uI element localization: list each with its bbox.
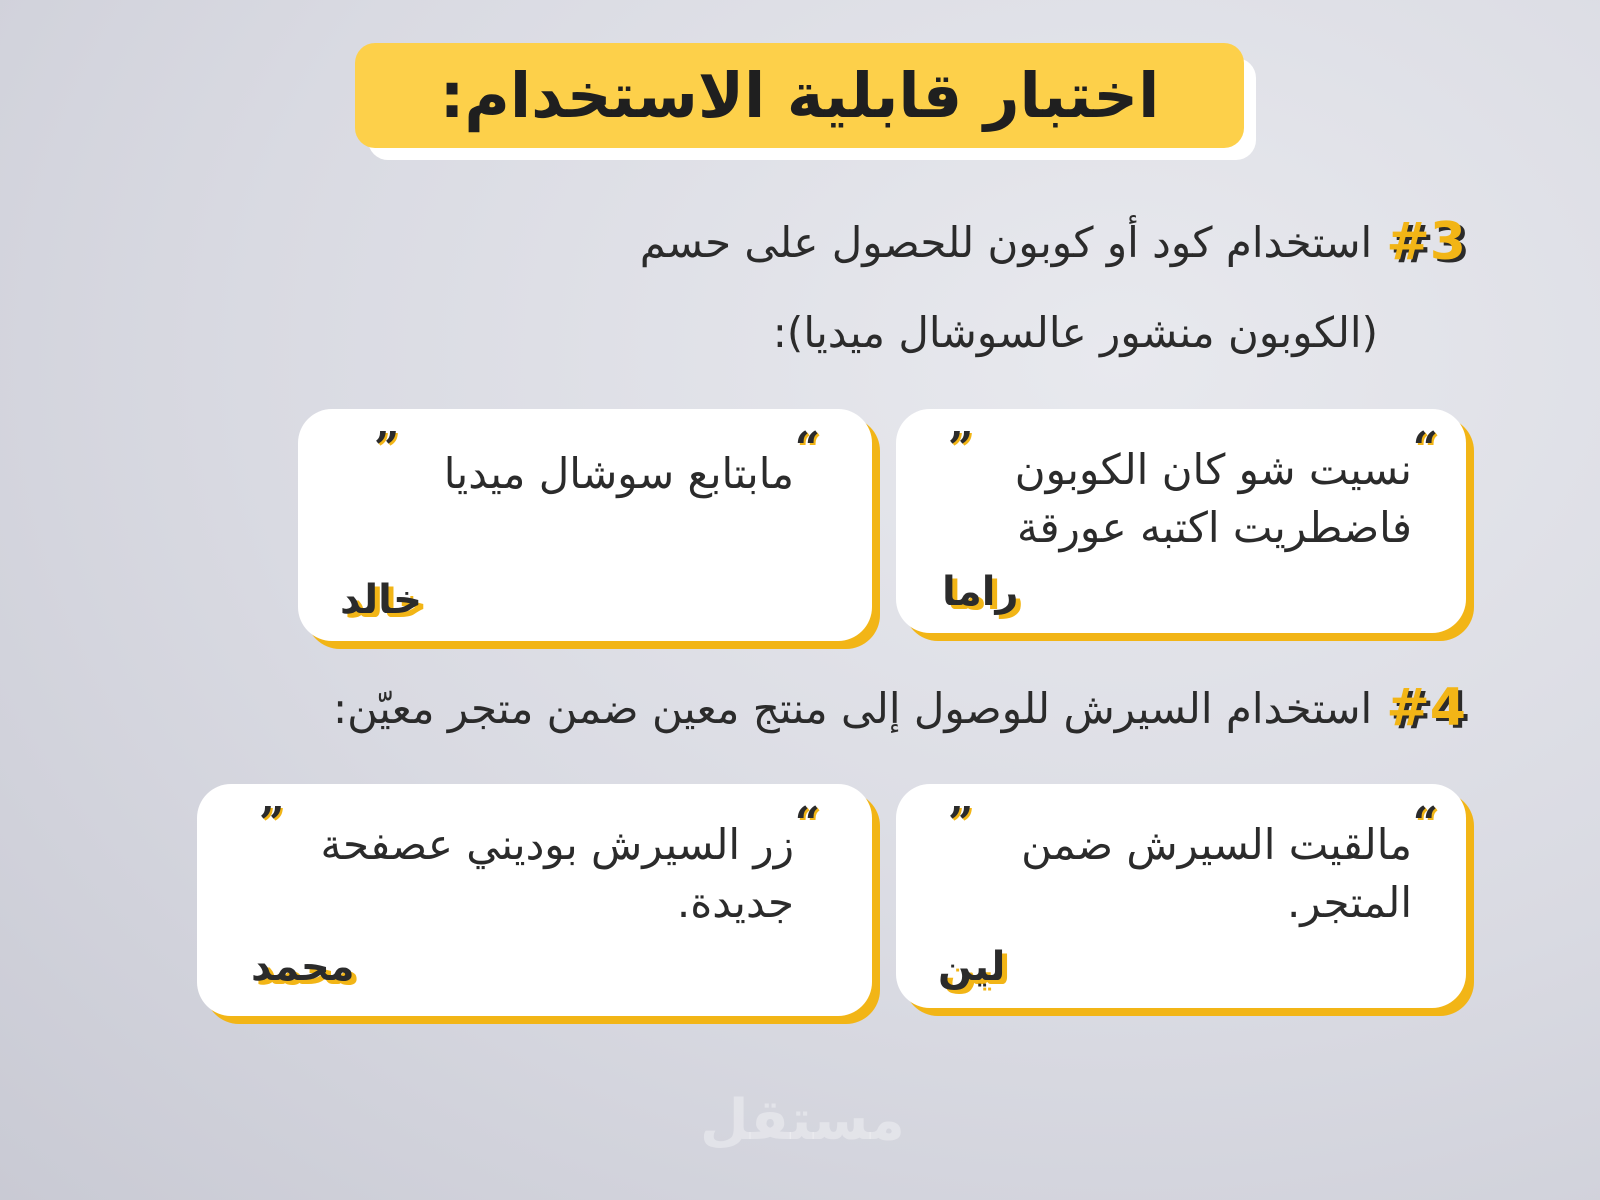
quote-card-rama bbox=[896, 409, 1466, 633]
quote-card-leen bbox=[896, 784, 1466, 1008]
author-name-leen: لين bbox=[938, 944, 1006, 990]
section-3-title: استخدام كود أو كوبون للحصول على حسم bbox=[639, 217, 1373, 267]
section-4-heading bbox=[333, 678, 1466, 738]
open-quote-mark: “ bbox=[1412, 423, 1438, 474]
quote-text-khaled bbox=[444, 445, 794, 503]
section-3-heading bbox=[640, 212, 1466, 272]
quote-line: نسيت شو كان الكوبون bbox=[1014, 445, 1412, 494]
section-4-title: استخدام السيرش للوصول إلى منتج معين ضمن متجر معيّن: bbox=[332, 683, 1373, 733]
close-quote-mark: ” bbox=[259, 798, 285, 849]
section-4-number: #4 bbox=[1386, 678, 1466, 738]
section-3-subtitle: (الكوبون منشور عالسوشال ميديا): bbox=[772, 308, 1378, 357]
watermark-logo: مستقل bbox=[700, 1088, 905, 1153]
quote-line: زر السيرش بوديني عصفحة bbox=[320, 820, 794, 869]
quote-card-mohammad bbox=[197, 784, 872, 1016]
close-quote-mark: ” bbox=[948, 798, 974, 849]
close-quote-mark: ” bbox=[374, 423, 400, 474]
quote-line: جديدة. bbox=[676, 878, 794, 927]
author-name-mohammad: محمد bbox=[251, 944, 355, 990]
quote-line: مابتابع سوشال ميديا bbox=[443, 449, 794, 498]
quote-card-khaled bbox=[298, 409, 872, 641]
open-quote-mark: “ bbox=[794, 423, 820, 474]
author-name-rama: راما bbox=[942, 569, 1019, 615]
title-banner bbox=[355, 43, 1244, 148]
author-name-khaled: خالد bbox=[340, 577, 422, 623]
quote-text-rama bbox=[1015, 441, 1412, 557]
open-quote-mark: “ bbox=[1412, 798, 1438, 849]
quote-text-leen bbox=[1021, 816, 1412, 932]
page-title: اختبار قابلية الاستخدام: bbox=[439, 59, 1160, 132]
quote-line: فاضطريت اكتبه عورقة bbox=[1017, 503, 1412, 552]
close-quote-mark: ” bbox=[948, 423, 974, 474]
quote-text-mohammad bbox=[321, 816, 794, 932]
quote-line: مالقيت السيرش ضمن bbox=[1021, 820, 1412, 869]
section-3-number: #3 bbox=[1386, 212, 1466, 272]
open-quote-mark: “ bbox=[794, 798, 820, 849]
quote-line: المتجر. bbox=[1286, 878, 1412, 927]
